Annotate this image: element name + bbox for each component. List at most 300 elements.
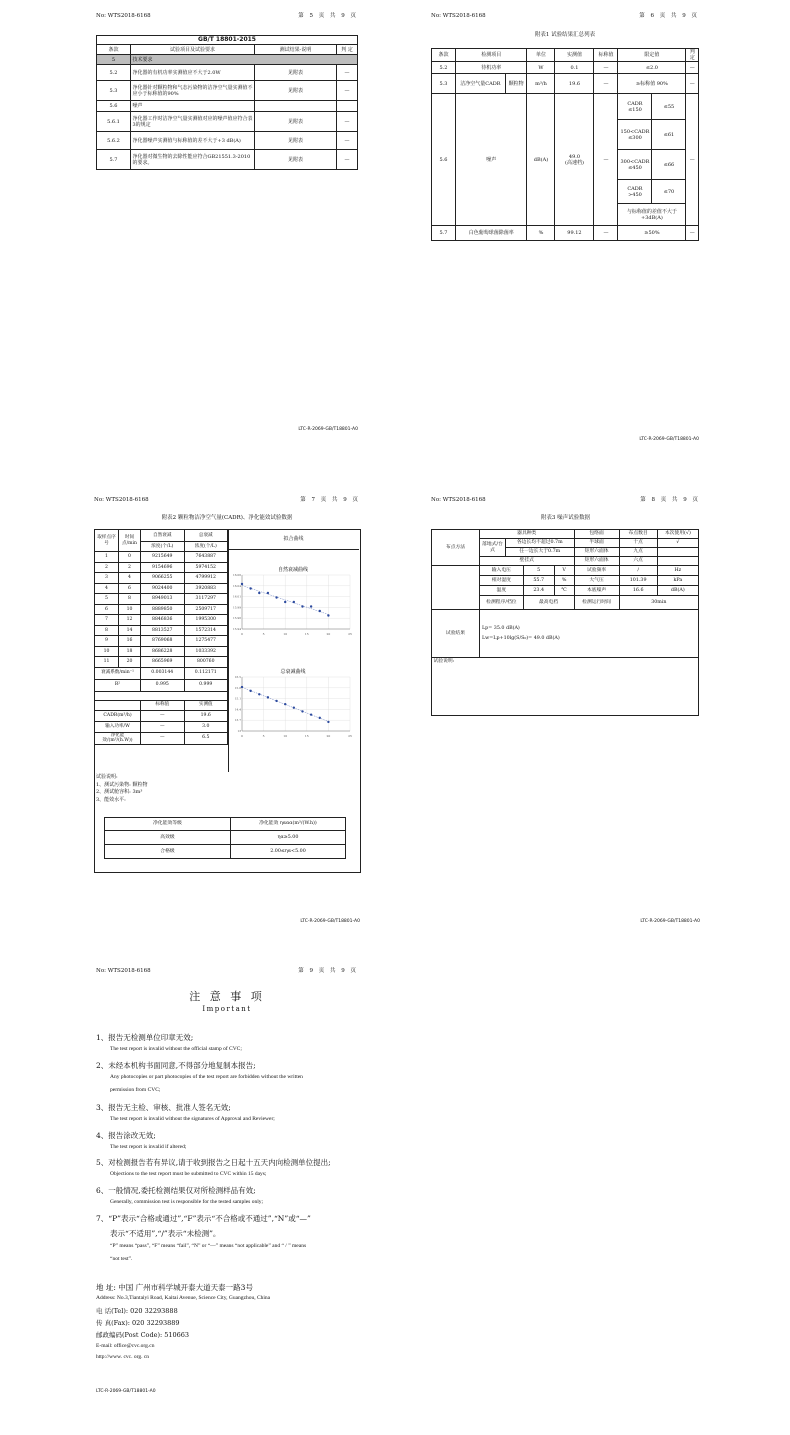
fit-curve-header: 拟合曲线 [228,529,359,550]
limit: ≥标称值 90% [618,74,686,94]
time-value: 30min [619,596,698,610]
clause: 5.3 [97,81,131,101]
limit-condition: CADR >450 [618,180,652,204]
note-line: 3、能效水平: [96,796,126,803]
data-point [258,693,260,695]
cell-natural: 9066255 [141,573,185,584]
col-natural-unit: 浓度(个/L) [141,542,185,552]
mode-label: 检测程序/档位 [480,596,524,610]
col-item: 检测项目 [456,49,527,62]
notice-item-en: The test report is invalid if altered; [110,1144,187,1150]
result-measured: 3.0 [184,721,228,732]
cell-time: 2 [119,562,141,573]
table-row [95,573,228,584]
page-footer: LTC-R-2069-GB/T18801-A0 [300,919,360,924]
result-nominal: — [141,732,185,744]
y-tick-label: 15.1 [234,696,241,701]
env-key: 输入电压 [480,566,524,576]
verdict: — [337,132,358,150]
y-tick-label: 16.5 [234,675,241,679]
notice-item-en: The test report is invalid without the signatures of Approval and Reviewer; [110,1116,275,1122]
page-7 [94,497,360,927]
data-point [241,583,243,585]
col-seq: 取样点序号 [95,530,119,552]
env-unit: V [554,566,574,576]
cell-seq: 2 [95,562,119,573]
y-tick-label: 15.96 [232,616,241,621]
notice-item-en: “not test”. [110,1256,133,1262]
result-label: 净化能效/(m³/(h.W)) [95,732,141,744]
cell-time: 12 [119,615,141,626]
result: 见附表 [255,150,337,170]
total-decay-chart [232,667,354,739]
report-number: No: WTS2018-6168 [96,968,151,974]
page-footer: LTC-R-2069-GB/T18801-A0 [96,1389,156,1394]
notice-item: 5、对检测报告若有异议,请于收到报告之日起十五天内向检测单位提出; [96,1158,331,1167]
envelope: 矩形六面体 [574,548,619,557]
env-unit: Hz [657,566,698,576]
cell-time: 16 [119,636,141,647]
notice-item-en: The test report is invalid without the official stamp of CVC; [110,1046,242,1052]
verdict: — [337,81,358,101]
page-number: 第 5 页 共 9 页 [298,13,358,19]
table-row [95,636,228,647]
limit: ≤2.0 [618,62,686,74]
clause: 5.7 [97,150,131,170]
r2-natural: 0.995 [141,679,185,691]
y-tick-label: 13.7 [234,718,241,723]
natural-decay-chart [232,565,354,637]
cell-total: 800760 [184,657,228,668]
section-label: 技术要求 [131,55,358,65]
data-point [275,596,277,598]
item: 洁净空气量CADR [456,74,506,94]
result-nominal: — [141,721,185,732]
env-key: 试验频率 [574,566,619,576]
result: 见附表 [255,81,337,101]
note-line: 1、测试污染物: 颗粒物 [96,781,148,788]
y-tick-label: 15.94 [232,627,241,631]
col-total: 总衰减 [184,530,228,542]
cell-total: 1572314 [184,625,228,636]
verdict [337,101,358,112]
cadr-table [94,529,228,745]
col-limit: 限定值 [618,49,686,62]
notice-title-en: Important [202,1005,252,1013]
env-key: 相对湿度 [480,576,524,586]
result-label: CADR(m³/h) [95,710,141,721]
col-instrument: 器具种类 [480,530,575,539]
requirement: 净化器的有机功率实测值应不大于2.0W [131,65,255,81]
address-zh: 地 址: 中国 广州市科学城开泰大道天泰一路3号 [96,1283,253,1292]
col-result: 测试结果-说明 [255,45,337,55]
grade-col-level: 净化能效等级 [105,818,231,831]
data-point [301,710,303,712]
grade-range: 2.00≤ηα<5.00 [231,845,346,859]
clause: 5.6.2 [97,132,131,150]
limit-value: ≤55 [652,94,686,120]
checkmark [657,548,698,557]
data-point [249,587,251,589]
col-measured: 实测值 [555,49,594,62]
clause: 5.2 [432,62,456,74]
notice-item: 4、报告涂改无效; [96,1131,156,1140]
cell-time: 10 [119,604,141,615]
cell-seq: 11 [95,657,119,668]
page-8 [431,497,700,927]
data-point [310,713,312,715]
data-point [301,605,303,607]
page-footer: LTC-R-2069-GB/T18801-A0 [298,427,358,432]
table-title: 附表1 试验结果汇总列表 [534,32,596,38]
cell-total: 5974152 [184,562,228,573]
decay-label: 衰减系数/min⁻¹ [95,667,141,679]
grade-col-efficiency: 净化能效 ηααα(m³/(W.h)) [231,818,346,831]
page-9 [96,968,358,1398]
x-tick-label: 25 [348,734,352,738]
cell-natural: 8769068 [141,636,185,647]
clause: 5.2 [97,65,131,81]
data-point [267,696,269,698]
col-verdict: 判定 [686,49,699,62]
table-row [95,594,228,605]
table-row [97,81,358,101]
measured: 49.0 (高速档) [555,94,594,226]
efficiency-grade-table [104,817,346,859]
result-formula [480,610,699,658]
env-unit: kPa [657,576,698,586]
x-tick-label: 25 [348,632,352,636]
col-verdict: 判 定 [337,45,358,55]
post-code: 邮政编码(Post Code): 510663 [96,1331,190,1339]
env-key: 本底噪声 [574,586,619,596]
data-point [249,690,251,692]
table-row [95,583,228,594]
r2-total: 0.999 [184,679,228,691]
col-unit: 单位 [527,49,555,62]
checkmark: √ [657,539,698,548]
env-value: 5 [523,566,554,576]
cell-total: 1275477 [184,636,228,647]
nominal: — [594,62,618,74]
measured: 99.12 [555,226,594,241]
cell-time: 0 [119,552,141,563]
nominal: — [594,226,618,241]
limit-value: ≤61 [652,120,686,150]
cell-seq: 5 [95,594,119,605]
size-condition: 任一边长大于0.7m [506,548,575,557]
col-clause: 条款 [97,45,131,55]
limit-condition: 300<CADR ≤450 [618,150,652,180]
report-number: No: WTS2018-6168 [431,13,486,19]
col-time: 时间点/min [119,530,141,552]
clause: 5.3 [432,74,456,94]
verdict: — [686,74,699,94]
section-clause: 5 [97,55,131,65]
data-point [327,614,329,616]
limit-value: ≤70 [652,180,686,204]
unit: % [527,226,555,241]
notice-item: 表示“不适用”,“/”表示“未检测”。 [110,1229,221,1238]
measured: 0.1 [555,62,594,74]
table-row [432,62,699,74]
cell-seq: 1 [95,552,119,563]
cell-total: 1995300 [184,615,228,626]
vertical-divider [228,529,229,772]
env-unit: ℃ [554,586,574,596]
sub-item: 颗粒物 [505,74,527,94]
y-tick-label: 16.01 [232,594,241,599]
mode-value: 最高电档 [523,596,574,610]
x-tick-label: 5 [262,632,265,636]
cell-natural: 8813527 [141,625,185,636]
col-nominal: 标称值 [594,49,618,62]
point-count: 九点 [619,548,657,557]
data-point [258,592,260,594]
email-link[interactable]: E-mail: office@cvc.org.cn [96,1343,155,1349]
table-row [95,552,228,563]
table-row [95,604,228,615]
page-5 [96,13,358,433]
item: 待机功率 [456,62,527,74]
report-number: No: WTS2018-6168 [96,13,151,19]
data-point [327,721,329,723]
requirement: 净化器对微生物的去除性能应符合GB21551.3-2010的要求。 [131,150,255,170]
verdict: — [337,65,358,81]
x-tick-label: 15 [304,632,309,636]
cell-time: 14 [119,625,141,636]
table-row [432,226,699,241]
address-en: Address: No.3,Tiantaiyi Road, Kaitai Avenue, Science City, Guangzhou, China [96,1295,271,1301]
result-measured: 6.5 [184,732,228,744]
col-points: 布点数目 [619,530,657,539]
noise-table [431,529,699,716]
envelope: 矩形六面体 [574,557,619,566]
table-row [95,625,228,636]
col-requirement: 试验项目及试验要求 [131,45,255,55]
data-point [310,605,312,607]
cell-total: 3117297 [184,594,228,605]
table-row [97,65,358,81]
point-count: 十点 [619,539,657,548]
y-tick-label: 16.06 [232,573,241,577]
result: 见附表 [255,65,337,81]
standard-title: GB/T 18801-2015 [97,36,358,45]
table-row [95,562,228,573]
x-tick-label: 20 [326,734,331,738]
env-value: 55.7 [523,576,554,586]
y-tick-label: 13 [237,729,241,733]
cell-time: 18 [119,646,141,657]
website-link[interactable]: http://www. cvc. org. cn [96,1354,150,1360]
page-6 [431,13,699,443]
requirement: 净化器针对颗粒物和气态污染物的洁净空气量实测值不应小于标称值的90% [131,81,255,101]
env-value: / [619,566,657,576]
col-total-unit: 浓度(个/L) [184,542,228,552]
grade-range: ηα≥5.00 [231,831,346,845]
verdict: — [337,112,358,132]
cell-seq: 6 [95,604,119,615]
requirement: 净化器工作时洁净空气量实测值对应的噪声值应符合表3的规定 [131,112,255,132]
res-col-label [95,700,141,710]
limit-condition: CADR ≤150 [618,94,652,120]
table-row [95,615,228,626]
env-unit: % [554,576,574,586]
cell-natural: 8949013 [141,594,185,605]
cell-natural: 9154696 [141,562,185,573]
cell-seq: 4 [95,583,119,594]
y-tick-label: 16.04 [232,583,241,588]
data-point [241,686,243,688]
report-number: No: WTS2018-6168 [94,497,149,503]
verdict: — [686,226,699,241]
decay-natural: 0.003144 [141,667,185,679]
nominal: — [594,94,618,226]
unit: W [527,62,555,74]
page-number: 第 8 页 共 9 页 [640,497,700,503]
grade-level: 高效级 [105,831,231,845]
res-col-measured: 实测值 [184,700,228,710]
notice-item: 2、未经本机构书面同意,不得部分地复制本报告; [96,1061,256,1070]
cell-seq: 3 [95,573,119,584]
env-unit: dB(A) [657,586,698,596]
env-value: 16.6 [619,586,657,596]
cell-seq: 9 [95,636,119,647]
time-label: 检测运行时间 [574,596,619,610]
cell-natural: 8686228 [141,646,185,657]
notes-title: 试验说明: [96,774,118,780]
cell-total: 1033392 [184,646,228,657]
nominal: — [594,74,618,94]
chart-title: 总衰减曲线 [280,669,306,675]
notice-item-en: Objections to the test report must be submitted to CVC within 15 days; [110,1171,267,1177]
item: 白色葡萄球菌除菌率 [456,226,527,241]
table-row [432,94,699,120]
cell-natural: 8846836 [141,615,185,626]
x-tick-label: 5 [262,734,265,738]
point-count: 六点 [619,557,657,566]
floor-type: 落地式/台式 [480,539,506,557]
notice-item-en: Generally, commission test is responsible for the tested samples only; [110,1199,264,1205]
table-row [432,74,699,94]
limit-condition: 150<CADR ≤300 [618,120,652,150]
result: 见附表 [255,132,337,150]
data-point [284,601,286,603]
limit: ≥50% [618,226,686,241]
verdict: — [337,150,358,170]
result-label: 输入功率/W [95,721,141,732]
cell-time: 4 [119,573,141,584]
note-line: 2、测试舱容积: 3m³ [96,789,143,795]
chart-title: 自然衰减曲线 [277,567,309,573]
lp-value: Lp= 35.0 dB(A) [482,625,520,631]
report-number: No: WTS2018-6168 [431,497,486,503]
phone: 电 话(Tel): 020 32293888 [96,1307,178,1315]
spacer-row [95,691,228,700]
measured: 19.6 [555,74,594,94]
page-number: 第 6 页 共 9 页 [639,13,699,19]
clause: 5.6.1 [97,112,131,132]
data-point [319,717,321,719]
notice-item-en: Any photocopies or part photocopies of the test report are forbidden without the written [110,1074,303,1080]
notice-item: 3、报告无主检、审核、批准人签名无效; [96,1103,231,1112]
result-nominal: — [141,710,185,721]
x-tick-label: 10 [283,632,288,636]
requirement: 噪声 [131,101,255,112]
x-tick-label: 10 [283,734,288,738]
page-footer: LTC-R-2069-GB/T18801-A0 [640,919,700,924]
cell-natural: 8889850 [141,604,185,615]
table-row [97,101,358,112]
env-value: 101.39 [619,576,657,586]
grade-level: 合格级 [105,845,231,859]
cell-total: 7643887 [184,552,228,563]
notice-item-en: permission from CVC; [110,1087,161,1093]
data-point [284,703,286,705]
size-condition: 各边长均不超过0.7m [506,539,575,548]
col-clause: 条款 [432,49,456,62]
notes-label: 试验说明: [432,658,699,716]
col-choice: 本次使用(√) [657,530,698,539]
y-tick-label: 15.8 [234,685,241,690]
table-row [97,150,358,170]
result [255,101,337,112]
clause: 5.6 [97,101,131,112]
cell-time: 6 [119,583,141,594]
size-condition: 壁挂式 [480,557,575,566]
cell-total: 4799912 [184,573,228,584]
x-tick-label: 0 [241,734,243,738]
data-point [293,707,295,709]
cell-natural: 8665969 [141,657,185,668]
table-row [97,132,358,150]
page-number: 第 9 页 共 9 页 [298,968,358,974]
col-envelope: 包络面 [574,530,619,539]
table-row [95,646,228,657]
verdict: — [686,94,699,226]
cell-total: 2509717 [184,604,228,615]
test-notes [96,774,147,804]
notice-item-en: “P” means “pass”, “F” means “fail”, “N” or “—” means “not applicable” and “ / ” means [110,1243,307,1249]
cell-time: 8 [119,594,141,605]
env-label-blank [432,566,480,610]
col-natural: 自然衰减 [141,530,185,542]
cell-seq: 10 [95,646,119,657]
x-tick-label: 20 [326,632,331,636]
result: 见附表 [255,112,337,132]
verdict: — [686,62,699,74]
y-tick-label: 14.4 [234,707,241,712]
table-row [97,112,358,132]
checkmark [657,557,698,566]
cell-seq: 8 [95,625,119,636]
data-point [319,610,321,612]
r2-label: R² [95,679,141,691]
cell-natural: 9024400 [141,583,185,594]
cell-seq: 7 [95,615,119,626]
env-key: 大气压 [574,576,619,586]
notice-item: 1、报告无检测单位印章无效; [96,1033,194,1042]
res-col-nominal: 标称值 [141,700,185,710]
result-label: 试验结果 [432,610,480,658]
page-footer: LTC-R-2069-GB/T18801-A0 [639,437,699,442]
item: 噪声 [456,94,527,226]
notice-item: 7、“P”表示“合格或通过”,“F”表示“不合格或不通过”,“N”或“—” [96,1214,311,1223]
unit: dB(A) [527,94,555,226]
envelope: 半球面 [574,539,619,548]
notice-item: 6、一般情况,委托检测结果仅对所检测样品有效; [96,1186,256,1195]
layout-label: 布点方法 [432,530,480,566]
